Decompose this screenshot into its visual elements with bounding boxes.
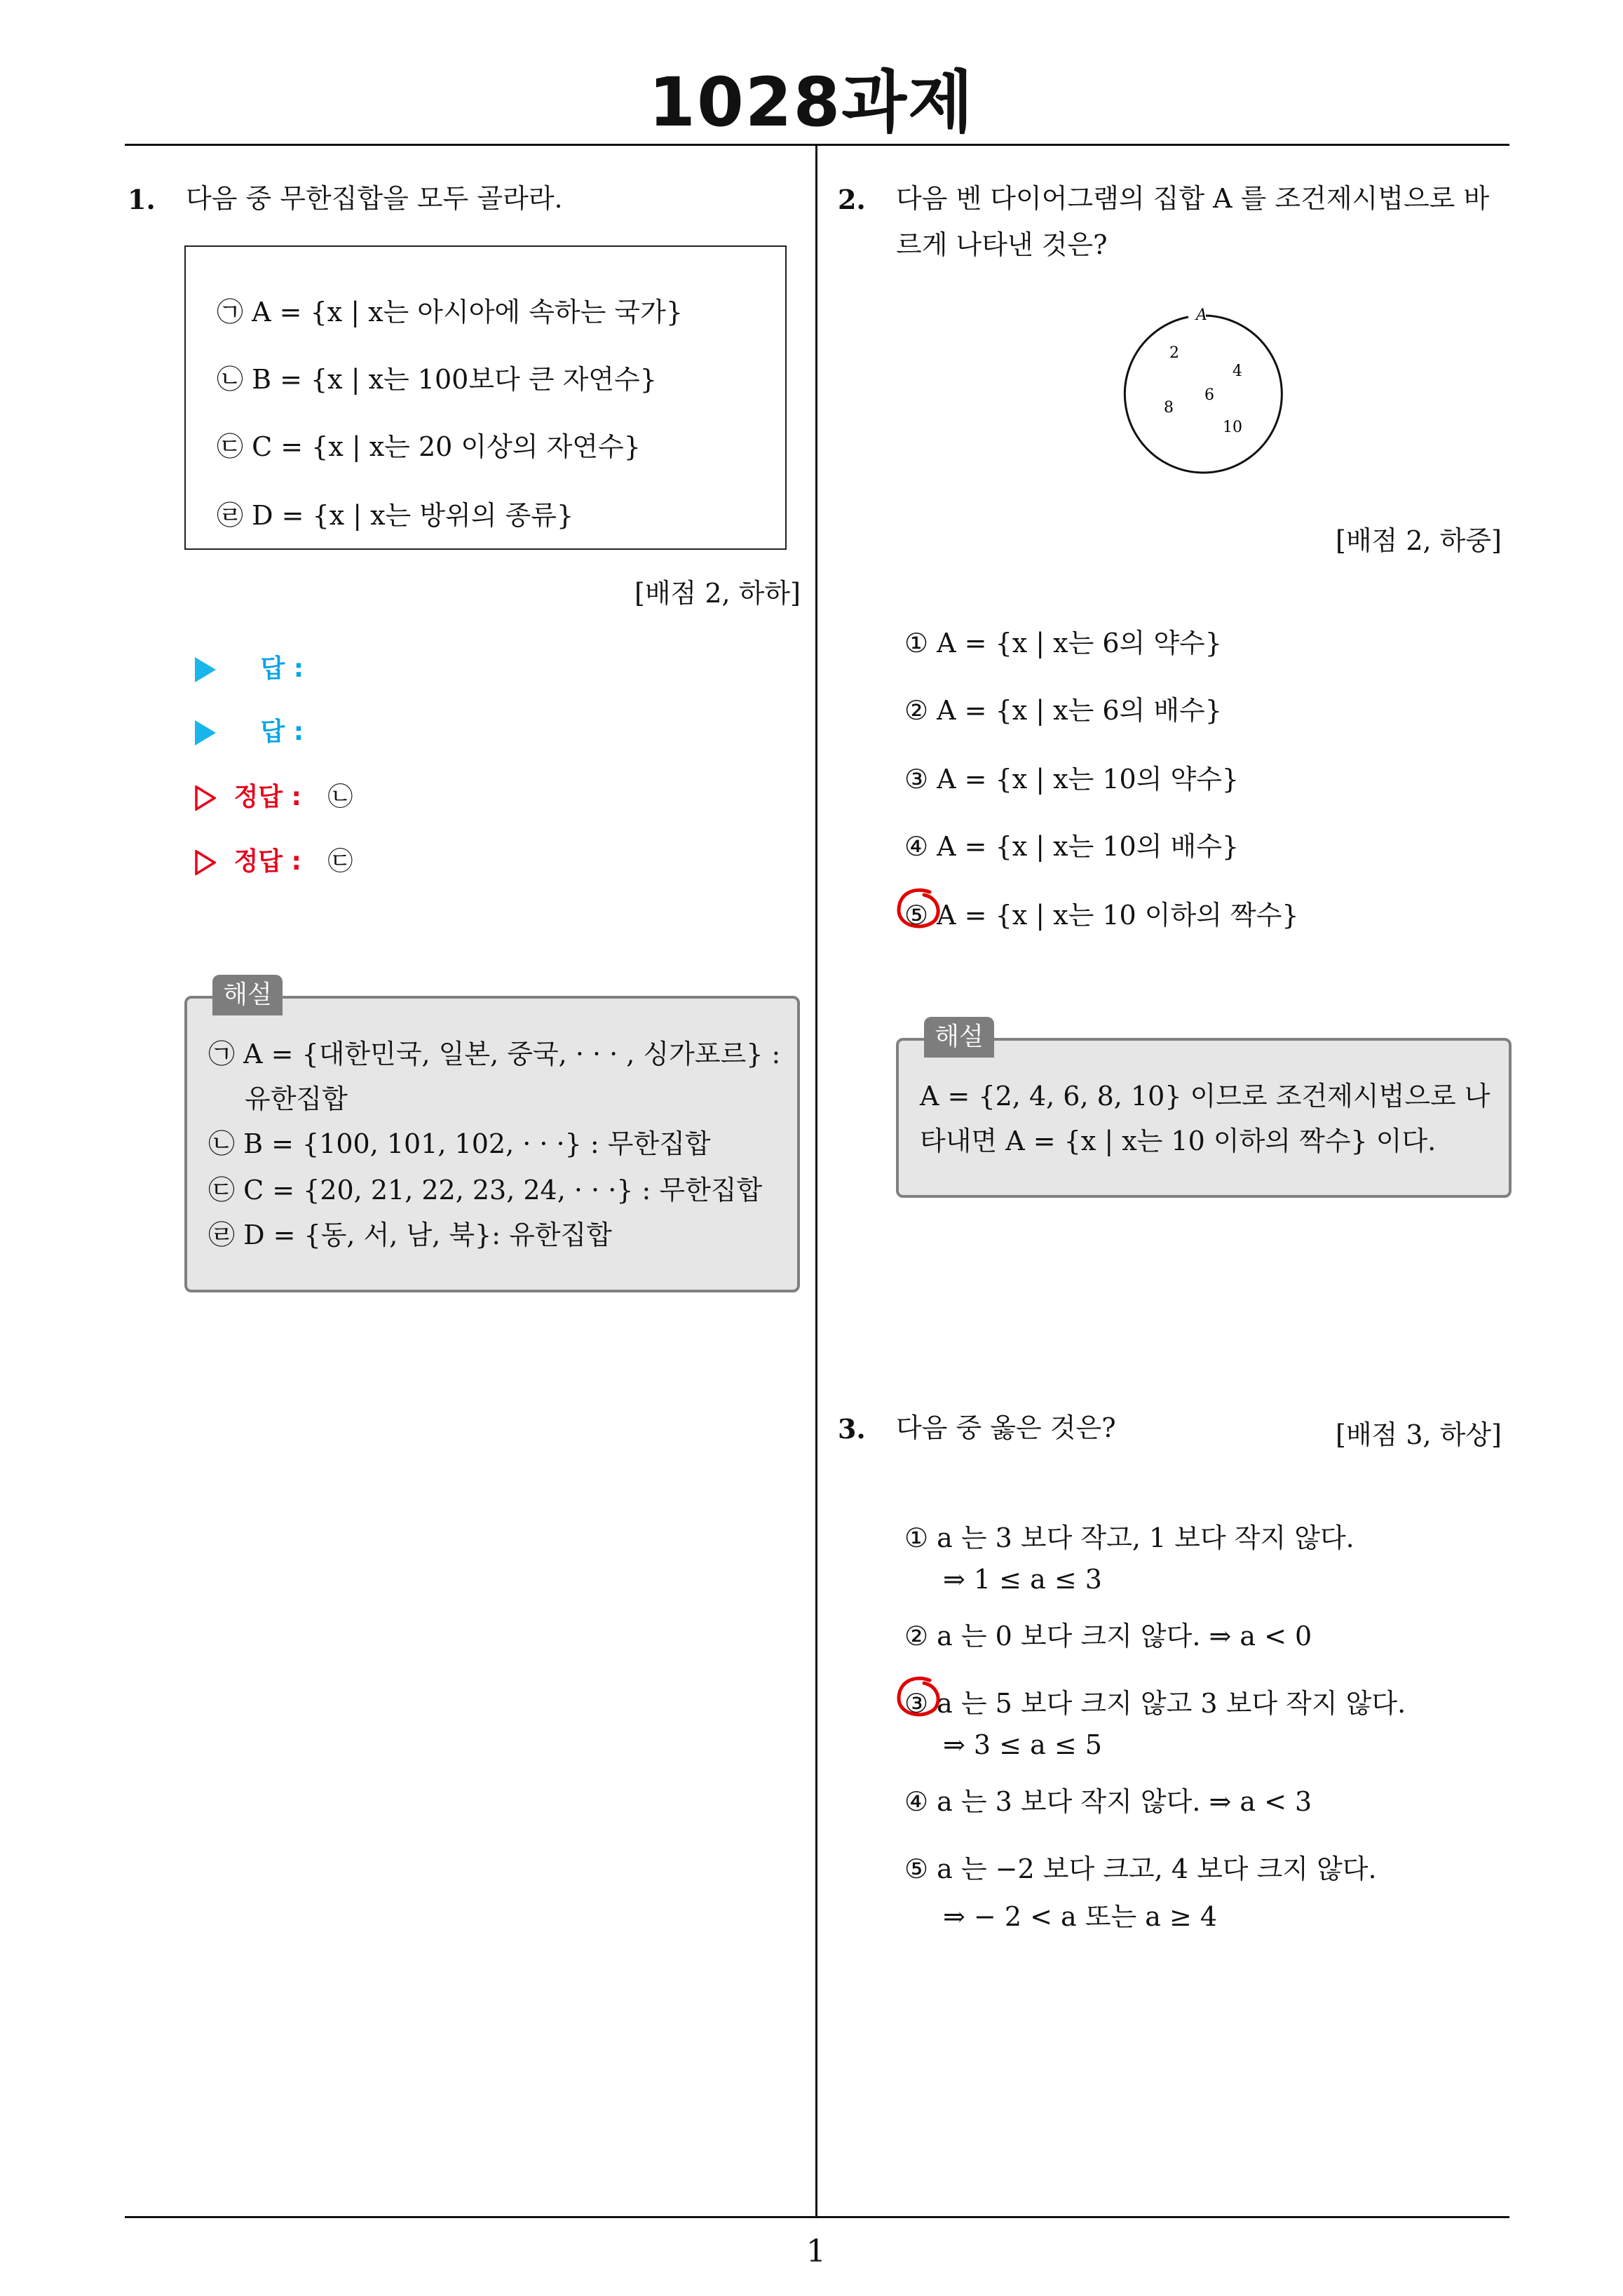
q1-expl-line: ㉡ B = {100, 101, 102, · · ·} : 무한집합 <box>208 1128 711 1159</box>
q1-explanation-box <box>184 996 800 1292</box>
q1-item-box <box>184 245 787 550</box>
q3-option: ③ a 는 5 보다 크지 않고 3 보다 작지 않다. <box>904 1688 1406 1719</box>
venn-element: 8 <box>1164 399 1174 417</box>
correct-label: 정답 : <box>233 847 301 876</box>
q3-option: ② a 는 0 보다 크지 않다. ⇒ a < 0 <box>904 1621 1312 1652</box>
correct-answer: ㉢ <box>327 847 353 876</box>
q1-answer-line <box>195 712 304 748</box>
q1-score: [배점 2, 하하] <box>634 578 801 609</box>
q1-explanation-tag: 해설 <box>212 975 283 1015</box>
q2-expl-line: A = {2, 4, 6, 8, 10} 이므로 조건제시법으로 나 <box>920 1081 1490 1112</box>
venn-label: A <box>1196 306 1207 324</box>
venn-element: 2 <box>1169 344 1179 362</box>
correct-label: 정답 : <box>233 783 301 811</box>
play-outline-icon <box>195 785 216 811</box>
q3-score: [배점 3, 하상] <box>1336 1419 1502 1450</box>
answer-label: 답 : <box>260 717 304 746</box>
q2-number: 2. <box>838 184 866 215</box>
q2-option: ② A = {x | x는 6의 배수} <box>904 695 1222 726</box>
page-number: 1 <box>806 2234 826 2269</box>
q3-question: 다음 중 옳은 것은? <box>896 1412 1116 1443</box>
q3-option-result: ⇒ 1 ≤ a ≤ 3 <box>943 1564 1102 1595</box>
play-outline-icon <box>195 850 216 875</box>
venn-diagram <box>1115 295 1297 477</box>
q1-correct-line <box>195 842 353 877</box>
venn-element: 10 <box>1223 419 1242 436</box>
q2-score: [배점 2, 하중] <box>1336 525 1502 556</box>
venn-element: 4 <box>1232 363 1242 380</box>
column-divider <box>815 144 817 2217</box>
correct-answer: ㉡ <box>327 783 353 811</box>
q1-expl-line: ㉠ A = {대한민국, 일본, 중국, · · · , 싱가포르} : <box>208 1039 781 1069</box>
q1-question: 다음 중 무한집합을 모두 골라라. <box>186 183 563 214</box>
q1-answer-line <box>195 649 304 684</box>
q3-option: ④ a 는 3 보다 작지 않다. ⇒ a < 3 <box>904 1786 1312 1817</box>
q2-explanation-tag: 해설 <box>924 1017 994 1058</box>
page-title: 1028과제 <box>648 63 975 142</box>
venn-element: 6 <box>1204 386 1214 404</box>
q2-question-line1: 다음 벤 다이어그램의 집합 A 를 조건제시법으로 바 <box>896 183 1490 214</box>
q1-expl-line: 유한집합 <box>245 1083 348 1114</box>
play-icon <box>195 720 216 745</box>
q2-option: ⑤ A = {x | x는 10 이하의 짝수} <box>904 900 1299 931</box>
q3-option: ⑤ a 는 −2 보다 크고, 4 보다 크지 않다. <box>904 1853 1377 1884</box>
bottom-rule <box>125 2216 1509 2218</box>
q2-option: ③ A = {x | x는 10의 약수} <box>904 764 1240 795</box>
selected-circle-mark <box>893 1673 945 1722</box>
q2-option: ④ A = {x | x는 10의 배수} <box>904 831 1240 862</box>
q2-option: ① A = {x | x는 6의 약수} <box>904 628 1222 659</box>
q1-item: ㉡ B = {x | x는 100보다 큰 자연수} <box>217 364 657 395</box>
q3-option: ① a 는 3 보다 작고, 1 보다 작지 않다. <box>904 1522 1354 1553</box>
answer-label: 답 : <box>260 654 304 683</box>
q1-item: ㉣ D = {x | x는 방위의 종류} <box>217 500 574 531</box>
q1-correct-line <box>195 777 353 813</box>
q2-question-line2: 르게 나타낸 것은? <box>896 229 1108 260</box>
q1-item: ㉠ A = {x | x는 아시아에 속하는 국가} <box>217 297 684 327</box>
q1-number: 1. <box>128 184 156 215</box>
q3-option-result: ⇒ 3 ≤ a ≤ 5 <box>943 1729 1102 1760</box>
play-icon <box>195 657 216 682</box>
q3-option-result: ⇒ − 2 < a 또는 a ≥ 4 <box>943 1901 1218 1932</box>
q1-item: ㉢ C = {x | x는 20 이상의 자연수} <box>217 431 641 462</box>
q1-expl-line: ㉣ D = {동, 서, 남, 북}: 유한집합 <box>208 1220 612 1250</box>
q3-number: 3. <box>838 1413 866 1445</box>
q2-explanation-box <box>896 1038 1512 1198</box>
selected-circle-mark <box>893 885 945 934</box>
q1-expl-line: ㉢ C = {20, 21, 22, 23, 24, · · ·} : 무한집합 <box>208 1175 763 1206</box>
q2-expl-line: 타내면 A = {x | x는 10 이하의 짝수} 이다. <box>920 1126 1437 1156</box>
